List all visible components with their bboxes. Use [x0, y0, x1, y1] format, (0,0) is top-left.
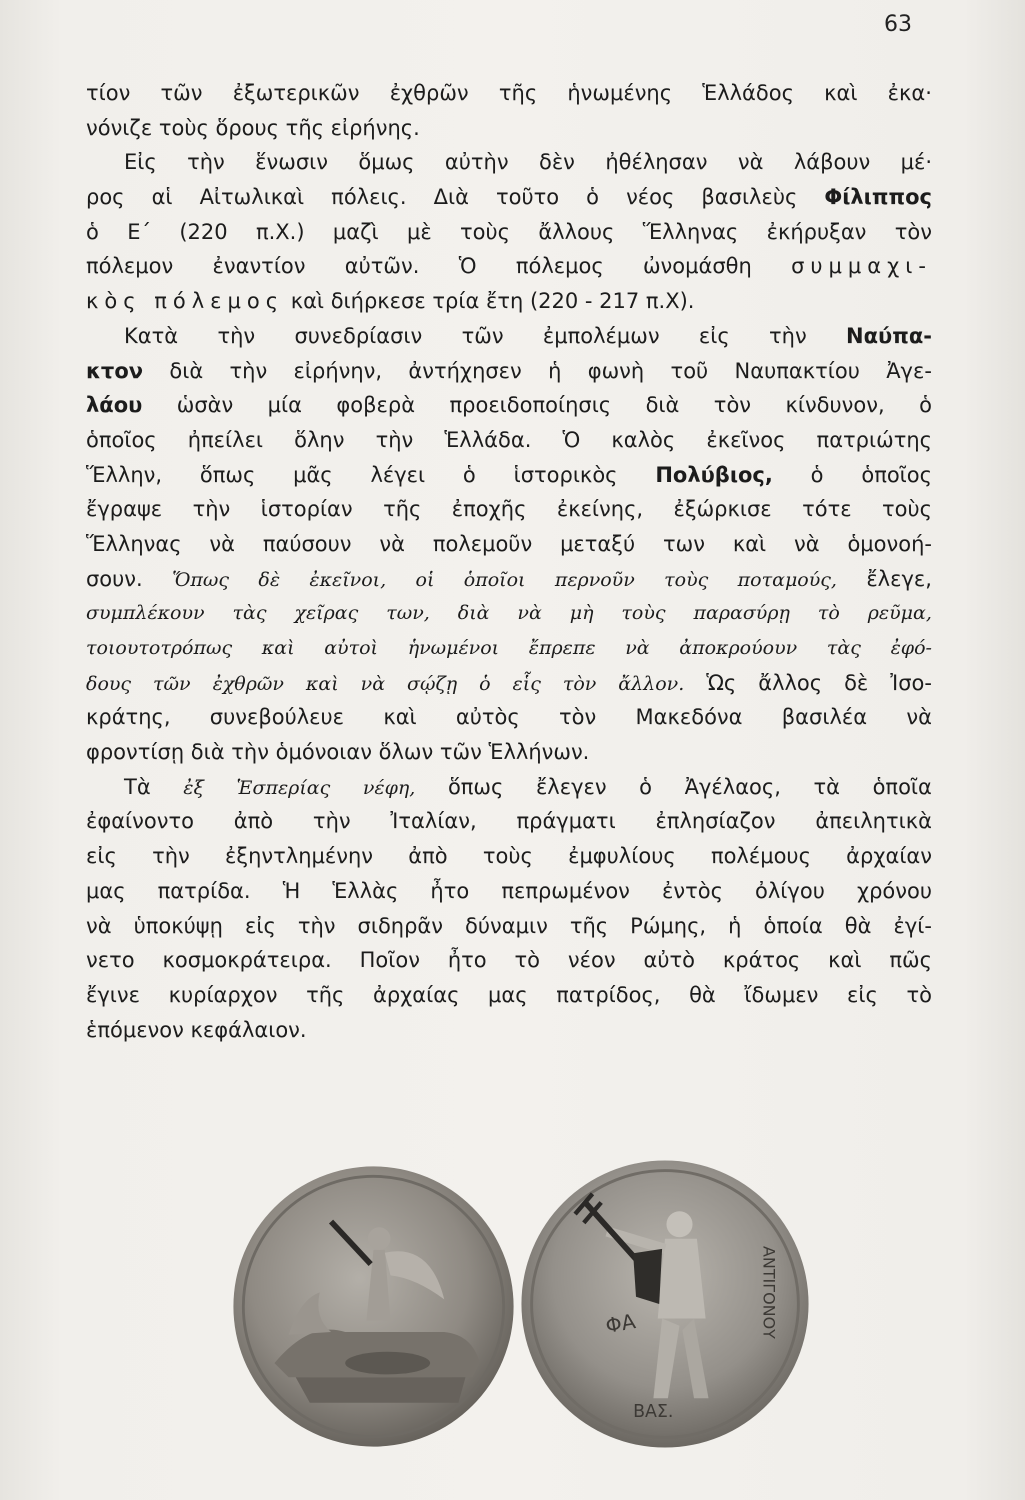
text-segment: νόνιζε τοὺς ὅρους τῆς εἰρήνης.	[86, 115, 420, 140]
italic-quote: ἐχθρῶν	[212, 672, 284, 695]
text-segment: Διὰ	[433, 185, 469, 210]
text-segment: μας	[488, 982, 528, 1007]
text-segment: Ἀγέλαος,	[684, 774, 781, 799]
text-segment: μεταξύ	[560, 531, 636, 556]
text-segment: ἡνωμένης	[567, 81, 673, 105]
text-line	[86, 666, 932, 701]
italic-quote: τοιουτοτρόπως	[86, 637, 233, 659]
text-segment: τὴν	[375, 427, 414, 452]
text-segment: π.Χ.)	[255, 219, 305, 244]
text-segment: των	[662, 531, 705, 556]
text-segment: πατρίδα.	[157, 878, 251, 903]
text-segment: τὸν	[559, 705, 597, 730]
text-segment: ἀρχαίας	[372, 982, 460, 1007]
text-segment: μαζὶ	[332, 219, 379, 244]
text-segment: ὁ	[586, 185, 600, 210]
text-segment: νὰ	[86, 913, 112, 938]
text-segment: αὐτῶν.	[344, 254, 420, 279]
text-segment: τῆς	[569, 913, 609, 938]
text-segment: μας	[86, 878, 126, 903]
text-segment: τὸν	[894, 219, 932, 244]
text-segment: νὰ	[209, 531, 235, 556]
italic-quote: τοὺς	[621, 602, 666, 625]
text-segment: τότε	[802, 497, 852, 522]
text-line	[86, 76, 932, 111]
text-segment: ἠπείλει	[187, 427, 264, 452]
text-segment: ἐξώρκισε	[673, 497, 772, 522]
text-segment: τὴν	[769, 323, 807, 348]
text-segment: ἐκα·	[887, 81, 932, 105]
italic-quote: δὲ	[258, 568, 281, 591]
text-segment: ἠθέλησαν	[605, 150, 708, 175]
text-segment: ἀντήχησεν	[408, 358, 522, 383]
italic-quote: τὰς	[826, 637, 861, 659]
text-segment: ἦτο	[430, 878, 470, 903]
text-line	[86, 458, 932, 493]
italic-quote: Ἑσπερίας	[236, 776, 331, 799]
text-segment: διὰ	[645, 393, 680, 418]
text-segment: ἀπὸ	[233, 809, 274, 834]
text-segment: καὶ διήρκεσε τρία ἔτη (220 - 217 π.Χ).	[284, 289, 695, 314]
text-line	[86, 700, 932, 735]
text-segment: τῶν	[461, 323, 504, 348]
italic-quote: ρεῦμα,	[867, 602, 932, 625]
text-segment: δὲν	[538, 150, 575, 175]
text-segment: παύσουν	[262, 531, 352, 556]
text-segment: τὴν	[192, 497, 231, 522]
spaced-term: κὸς πόλεμος	[86, 289, 285, 314]
text-segment: νὰ	[737, 150, 764, 175]
text-segment: Ε΄	[127, 219, 151, 244]
text-segment: Ναυπακτίου	[734, 358, 860, 383]
text-segment: τῆς	[383, 497, 422, 522]
text-segment: ἐκείνης,	[556, 497, 644, 522]
spaced-term: συμμαχι-	[791, 254, 932, 279]
text-segment: ὁποῖος	[86, 427, 157, 452]
text-segment: ὁ	[86, 219, 99, 244]
text-segment: καὶ	[824, 81, 858, 105]
text-segment: εἰς	[847, 982, 878, 1007]
text-segment: δὲ	[844, 670, 869, 695]
text-segment: ρος	[86, 185, 125, 210]
svg-text:ΦΑ: ΦΑ	[603, 1309, 638, 1338]
text-segment: αὐτὸ	[643, 948, 695, 973]
page-number: 63	[884, 12, 912, 37]
body-text	[86, 76, 932, 1047]
text-segment: τὴν	[217, 323, 256, 348]
text-segment: ὁμονοή-	[847, 531, 932, 556]
text-segment: τὰ	[813, 774, 840, 799]
text-line	[86, 111, 932, 146]
italic-quote: καὶ	[305, 672, 339, 695]
text-segment: Ἰσο-	[890, 670, 932, 695]
text-segment: πολεμοῦν	[432, 531, 533, 556]
text-segment: Ποῖον	[359, 948, 420, 973]
text-line	[86, 492, 932, 527]
text-segment: πῶς	[889, 948, 932, 973]
text-line	[86, 527, 932, 562]
text-segment: ἱστορικὸς	[513, 462, 618, 487]
italic-quote: νέφη,	[362, 776, 416, 799]
text-segment: Αἰτωλικαὶ	[199, 185, 305, 210]
coin-obverse-ship-image	[232, 1165, 515, 1448]
text-segment: ἐφαίνοντο	[86, 809, 194, 834]
text-segment: ὅπως	[447, 774, 504, 799]
text-segment: ὠνομάσθη	[642, 254, 752, 279]
text-line	[86, 284, 932, 319]
text-segment: Ὁ	[458, 254, 477, 279]
text-segment: ὁ	[639, 774, 653, 799]
italic-quote: τοὺς	[664, 568, 709, 591]
text-segment: ἄλλους	[538, 219, 615, 244]
text-segment: τῆς	[306, 982, 345, 1007]
italic-quote: ποταμούς,	[737, 568, 837, 591]
text-segment: τὴν	[187, 150, 225, 175]
text-segment: ὁποία	[763, 913, 823, 938]
bold-term: Πολύβιος,	[655, 462, 773, 487]
text-segment: ἐγί-	[893, 913, 932, 938]
italic-quote: νὰ	[625, 637, 650, 659]
text-segment: ἐπλησίαζον	[655, 809, 776, 834]
text-segment: ὡσὰν	[176, 393, 234, 418]
text-line	[86, 735, 932, 770]
text-segment: νὰ	[906, 705, 932, 730]
coin-reverse-poseidon-image	[520, 1159, 810, 1449]
text-segment: ἀπειλητικὰ	[815, 809, 932, 834]
text-segment: ὑποκύψῃ	[133, 913, 223, 938]
text-segment: βασιλεὺς	[701, 185, 798, 210]
text-line	[86, 874, 932, 909]
text-segment: (220	[179, 219, 228, 244]
text-segment: κυρίαρχον	[168, 982, 278, 1007]
text-segment: μέ·	[900, 150, 932, 175]
text-segment: πόλεμος	[515, 254, 604, 279]
text-segment: ὅπως	[199, 462, 256, 487]
italic-quote: καὶ	[261, 637, 295, 659]
italic-quote: νὰ	[360, 672, 386, 695]
bold-term: Φίλιππος	[824, 185, 932, 210]
text-segment: κοσμοκράτειρα.	[162, 948, 332, 973]
text-segment: εἰρήνην,	[293, 358, 383, 383]
text-segment: αὐτὸς	[455, 705, 520, 730]
text-segment: ὁ	[462, 462, 476, 487]
text-segment: λέγει	[370, 462, 426, 487]
text-segment: τὸ	[514, 948, 541, 973]
text-segment: τὸν	[713, 393, 752, 418]
text-segment: ὁποῖα	[872, 774, 932, 799]
text-segment: συνεδρίασιν	[294, 323, 423, 348]
text-segment: ἐμφυλίους	[568, 844, 676, 869]
text-segment: νετο	[86, 948, 135, 973]
italic-quote: μὴ	[569, 602, 594, 625]
text-segment: τίον	[86, 81, 131, 105]
text-segment: εἰς	[698, 323, 730, 348]
italic-quote: ἡνωμένοι	[407, 637, 500, 659]
coin-inscription-name: ΑΝΤΙΓΟΝΟΥ	[759, 1246, 779, 1339]
italic-quote: τῶν	[153, 672, 191, 695]
text-segment: εἰς	[86, 844, 117, 869]
text-segment: Ρώμης,	[630, 913, 707, 938]
text-segment: αἱ	[151, 185, 173, 210]
italic-quote: ὁ	[479, 672, 491, 695]
italic-quote: σῴζῃ	[407, 672, 458, 695]
text-segment: ἡ	[728, 913, 742, 938]
text-segment: ἐκεῖνος	[706, 427, 786, 452]
italic-quote: των,	[386, 602, 430, 625]
italic-quote: ἀποκρούουν	[679, 637, 798, 659]
italic-quote: περνοῦν	[554, 568, 635, 591]
text-segment: τὴν	[297, 913, 336, 938]
text-segment: ἡ	[548, 358, 562, 383]
italic-quote: Ὅπως	[172, 568, 230, 591]
text-segment: ἐμπολέμων	[542, 323, 660, 348]
italic-quote: τὸν	[562, 672, 597, 695]
italic-quote: χεῖρας	[294, 602, 359, 625]
text-segment: καλὸς	[611, 427, 676, 452]
text-segment: ἔγραψε	[86, 497, 163, 522]
text-segment: λάβουν	[793, 150, 871, 175]
text-segment: φροντίσῃ διὰ τὴν ὁμόνοιαν ὅλων τῶν Ἑλλήνων.	[86, 740, 590, 765]
text-segment: τῶν	[160, 81, 203, 105]
text-segment: ἱστορίαν	[260, 497, 353, 522]
text-segment: ἕνωσιν	[255, 150, 328, 175]
text-segment: ἐξωτερικῶν	[232, 81, 360, 105]
text-line	[86, 839, 932, 874]
italic-quote: ἐκεῖνοι,	[309, 568, 387, 591]
text-segment: Κατὰ	[124, 323, 179, 348]
text-segment: ἦτο	[447, 948, 487, 973]
text-segment: ἴδωμεν	[744, 982, 819, 1007]
text-segment: ὁ	[810, 462, 824, 487]
text-segment: δύναμιν	[465, 913, 548, 938]
text-segment: ἐκήρυξαν	[766, 219, 867, 244]
text-segment: θὰ	[689, 982, 716, 1007]
text-segment: Ἑλλάδα.	[444, 427, 532, 452]
italic-quote: διὰ	[457, 602, 490, 625]
coin-inscription-bas: ΒΑΣ.	[633, 1402, 674, 1423]
text-segment: τοῦ	[670, 358, 709, 383]
text-segment: καὶ	[383, 705, 417, 730]
text-segment: σουν.	[86, 566, 143, 591]
text-segment: πατριώτης	[816, 427, 932, 452]
text-line	[86, 215, 932, 250]
text-segment: σιδηρᾶν	[357, 913, 444, 938]
text-segment: Εἰς	[124, 150, 157, 175]
text-line	[86, 909, 932, 944]
text-segment: ὁποῖος	[861, 462, 932, 487]
text-segment: νέος	[626, 185, 675, 210]
text-line	[86, 249, 932, 284]
text-segment: Ἑλλὰς	[332, 878, 399, 903]
text-segment: ἔλεγε,	[866, 566, 932, 591]
text-segment: τὴν	[312, 809, 351, 834]
italic-quote: τὰς	[232, 602, 267, 625]
text-line	[86, 1013, 932, 1048]
text-segment: φωνὴ	[587, 358, 645, 383]
text-segment: μία	[267, 393, 302, 418]
text-line	[86, 943, 932, 978]
text-segment: ἐχθρῶν	[389, 81, 469, 105]
text-segment: ἐναντίον	[212, 254, 306, 279]
text-line	[86, 388, 932, 423]
text-segment: φοβερὰ	[336, 393, 416, 418]
text-segment: Ὁ	[562, 427, 581, 452]
text-segment: ἐξηντλημένην	[225, 844, 373, 869]
text-segment: πόλεις.	[331, 185, 407, 210]
text-segment: θὰ	[844, 913, 872, 938]
text-segment: Ἀγε-	[886, 358, 932, 383]
text-segment: νέον	[567, 948, 616, 973]
text-segment: καὶ	[828, 948, 862, 973]
text-segment: συνεβούλευε	[209, 705, 345, 730]
italic-quote: συμπλέκουν	[86, 602, 205, 625]
text-segment: τῆς	[498, 81, 538, 105]
text-segment: Ἰταλίαν,	[390, 809, 477, 834]
text-line	[86, 319, 932, 354]
text-segment: πόλεμον	[86, 254, 174, 279]
text-line	[86, 978, 932, 1013]
text-line	[86, 145, 932, 180]
text-segment: χρόνου	[856, 878, 932, 903]
text-segment: ὁ	[919, 393, 932, 418]
italic-quote: αὐτοὶ	[324, 637, 378, 659]
text-segment: ἐποχῆς	[451, 497, 527, 522]
text-segment: πατρίδος,	[556, 982, 661, 1007]
italic-quote: ἔπρεπε	[528, 637, 596, 659]
text-segment: Τὰ	[124, 774, 151, 799]
text-segment: ἔγινε	[86, 982, 140, 1007]
text-segment: νὰ	[379, 531, 405, 556]
text-line	[86, 354, 932, 389]
text-segment: πολέμους	[710, 844, 811, 869]
text-segment: ἀρχαίαν	[846, 844, 932, 869]
italic-quote: ἐξ	[183, 776, 204, 799]
text-segment: Μακεδόνα	[635, 705, 743, 730]
italic-quote: εἷς	[512, 672, 541, 695]
text-line	[86, 770, 932, 805]
text-segment: ἔλεγεν	[535, 774, 607, 799]
text-segment: τοὺς	[460, 219, 510, 244]
text-segment: προειδοποίησις	[449, 393, 612, 418]
text-segment: κράτος	[722, 948, 801, 973]
text-segment: τὸ	[906, 982, 932, 1007]
text-segment: διὰ	[169, 358, 204, 383]
bold-term: κτον	[86, 358, 144, 383]
text-segment: ἀπὸ	[408, 844, 448, 869]
text-segment: ἄλλος	[758, 670, 823, 695]
text-segment: Ἕλληνας	[86, 531, 182, 556]
italic-quote: ἐφό-	[890, 637, 932, 659]
bold-term: λάου	[86, 393, 143, 418]
text-segment: ἑπόμενον κεφάλαιον.	[86, 1017, 307, 1042]
italic-quote: παρασύρῃ	[693, 602, 790, 625]
italic-quote: οἱ	[415, 568, 435, 591]
text-segment: Ἕλληνας	[642, 219, 739, 244]
text-segment: τὴν	[152, 844, 190, 869]
text-segment: μᾶς	[293, 462, 333, 487]
text-line	[86, 562, 932, 597]
text-segment: Ἑλλάδος	[702, 81, 794, 105]
text-segment: κίνδυνον,	[785, 393, 885, 418]
text-segment: κράτης,	[86, 705, 171, 730]
text-segment: αὐτὴν	[444, 150, 509, 175]
text-segment: καὶ	[732, 531, 767, 556]
coin-illustrations	[0, 1155, 1025, 1475]
text-segment: ὀλίγου	[755, 878, 825, 903]
text-segment: τὴν	[229, 358, 268, 383]
text-segment: πεπρωμένον	[501, 878, 630, 903]
bold-term: Ναύπα-	[846, 323, 932, 348]
text-segment: ὅλην	[294, 427, 345, 452]
italic-quote: τὸ	[817, 602, 840, 625]
text-segment: μὲ	[406, 219, 432, 244]
italic-quote: ὁποῖοι	[463, 568, 526, 591]
text-segment: Ὡς	[706, 670, 737, 695]
text-line	[86, 631, 932, 666]
text-line	[86, 804, 932, 839]
italic-quote: δους	[86, 672, 132, 695]
text-segment: τοὺς	[482, 844, 533, 869]
text-line	[86, 180, 932, 215]
text-segment: τοὺς	[882, 497, 932, 522]
text-segment: πράγματι	[516, 809, 616, 834]
italic-quote: νὰ	[517, 602, 542, 625]
italic-quote: ἄλλον.	[618, 672, 685, 695]
text-segment: Ἕλλην,	[86, 462, 163, 487]
text-segment: νὰ	[794, 531, 820, 556]
text-segment: βασιλέα	[781, 705, 868, 730]
text-segment: ὅμως	[358, 150, 415, 175]
text-segment: ἐντὸς	[662, 878, 723, 903]
text-segment: τοῦτο	[495, 185, 560, 210]
text-line	[86, 596, 932, 631]
text-segment: Ἡ	[282, 878, 301, 903]
text-line	[86, 423, 932, 458]
text-segment: εἰς	[244, 913, 276, 938]
